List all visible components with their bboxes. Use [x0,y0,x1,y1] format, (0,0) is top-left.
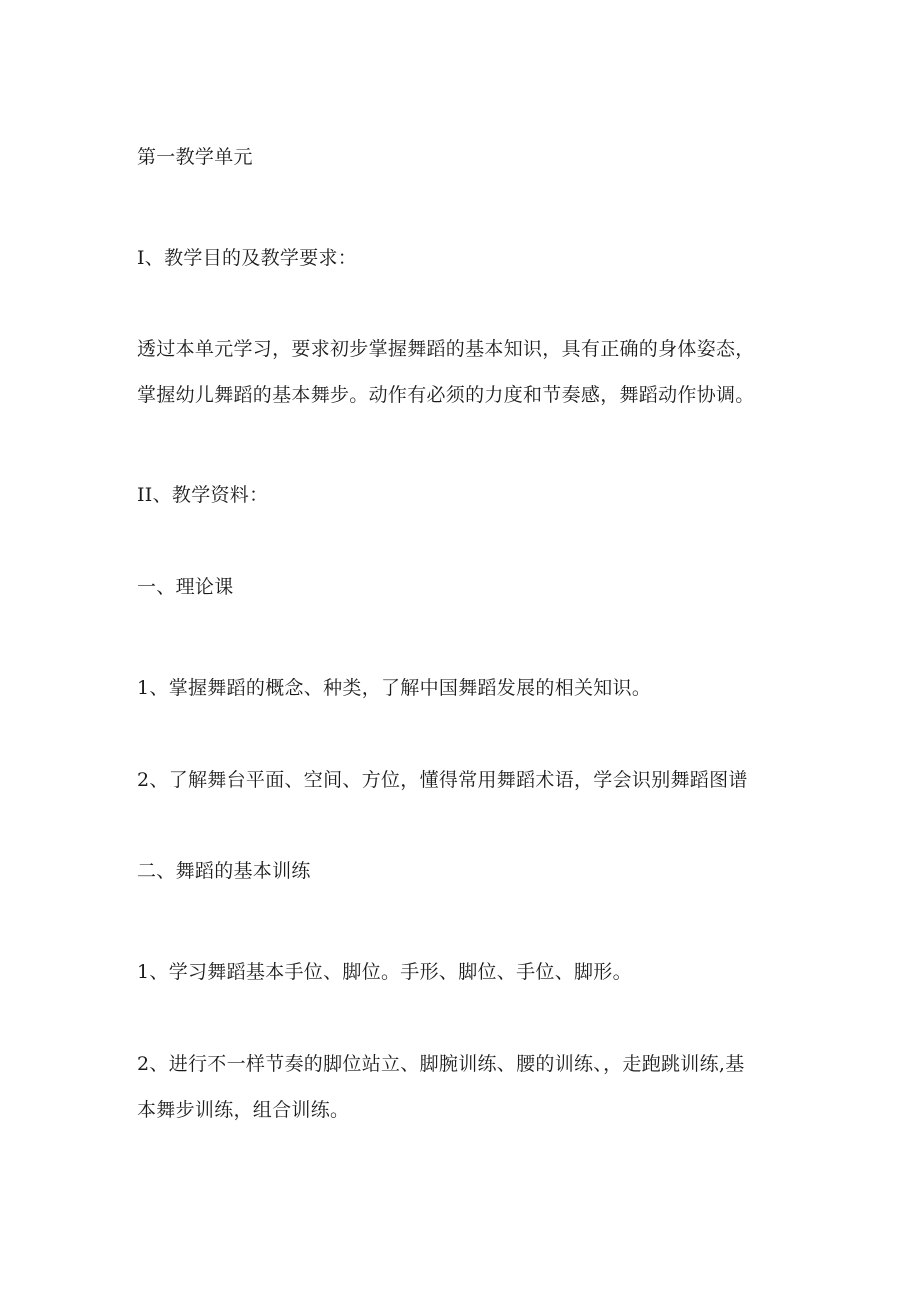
training-heading: 二、舞蹈的基本训练 [137,860,311,882]
theory-heading: 一、理论课 [137,576,234,598]
section-1-paragraph-line-2: 掌握幼儿舞蹈的基本舞步。动作有必须的力度和节奏感，舞蹈动作协调。 [137,384,755,406]
theory-item-2: 2、了解舞台平面、空间、方位，懂得常用舞蹈术语，学会识别舞蹈图谱 [137,769,748,791]
training-item-1: 1、学习舞蹈基本手位、脚位。手形、脚位、手位、脚形。 [137,961,632,983]
section-1-heading: I、教学目的及教学要求： [137,247,358,269]
unit-title: 第一教学单元 [137,146,253,168]
theory-item-1: 1、掌握舞蹈的概念、种类，了解中国舞蹈发展的相关知识。 [137,677,652,699]
section-2-heading: II、教学资料： [137,484,269,506]
section-1-paragraph-line-1: 透过本单元学习，要求初步掌握舞蹈的基本知识，具有正确的身体姿态， [137,338,755,360]
training-item-2-line-1: 2、进行不一样节奏的脚位站立、脚腕训练、腰的训练、，走跑跳训练,基 [137,1053,745,1075]
training-item-2-line-2: 本舞步训练，组合训练。 [137,1099,350,1121]
